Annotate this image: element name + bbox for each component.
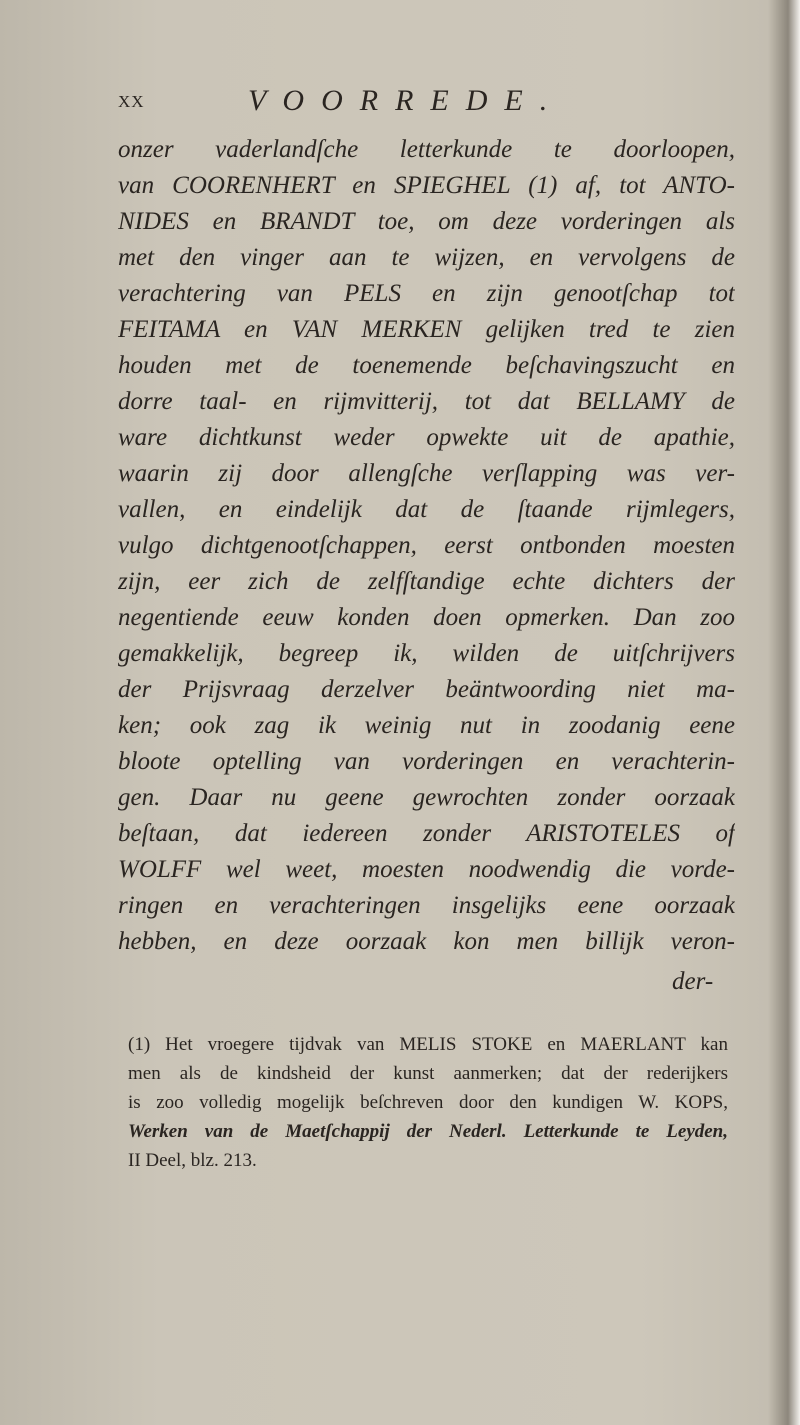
text-line: vallen, en eindelijk dat de ſtaande rijmlegers, bbox=[118, 496, 735, 523]
text-line: vulgo dichtgenootſchappen, eerst ontbonden moesten bbox=[118, 532, 735, 559]
footnote-line: II Deel, blz. 213. bbox=[128, 1150, 257, 1171]
text-line: van COORENHERT en SPIEGHEL (1) af, tot ANTO- bbox=[118, 172, 735, 199]
footnote-line: Werken van de Maetſchappij der Nederl. Letterkunde te Leyden, bbox=[128, 1121, 728, 1142]
text-line: houden met de toenemende beſchavingszucht en bbox=[118, 352, 735, 379]
text-line: dorre taal- en rijmvitterij, tot dat BELLAMY de bbox=[118, 388, 735, 415]
text-line: verachtering van PELS en zijn genootſchap tot bbox=[118, 280, 735, 307]
text-line: ringen en verachteringen insgelijks eene oorzaak bbox=[118, 892, 735, 919]
page-header bbox=[118, 84, 678, 124]
text-line: hebben, en deze oorzaak kon men billijk veron- bbox=[118, 928, 735, 955]
catchword: der- bbox=[672, 968, 714, 995]
page-number: XX bbox=[118, 92, 145, 111]
text-line: ware dichtkunst weder opwekte uit de apathie, bbox=[118, 424, 735, 451]
text-line: gen. Daar nu geene gewrochten zonder oorzaak bbox=[118, 784, 735, 811]
text-line: ken; ook zag ik weinig nut in zoodanig eene bbox=[118, 712, 735, 739]
footnote-line: (1) Het vroegere tijdvak van MELIS STOKE en MAERLANT kan bbox=[128, 1034, 728, 1055]
text-line: der Prijsvraag derzelver beäntwoording niet ma- bbox=[118, 676, 735, 703]
text-line: NIDES en BRANDT toe, om deze vorderingen als bbox=[118, 208, 735, 235]
text-line: zijn, eer zich de zelfſtandige echte dichters der bbox=[118, 568, 735, 595]
text-line: bloote optelling van vorderingen en verachterin- bbox=[118, 748, 735, 775]
text-line: onzer vaderlandſche letterkunde te doorloopen, bbox=[118, 136, 735, 163]
text-line: gemakkelijk, begreep ik, wilden de uitſchrijvers bbox=[118, 640, 735, 667]
footnote-line: men als de kindsheid der kunst aanmerken; dat der rederijkers bbox=[128, 1063, 728, 1084]
page-title: VOORREDE. bbox=[248, 84, 565, 117]
body-text bbox=[118, 132, 735, 960]
text-line: beſtaan, dat iedereen zonder ARISTOTELES of bbox=[118, 820, 735, 847]
footnotes bbox=[128, 1030, 728, 1175]
text-line: WOLFF wel weet, moesten noodwendig die vorde- bbox=[118, 856, 735, 883]
text-line: waarin zij door allengſche verſlapping was ver- bbox=[118, 460, 735, 487]
text-line: FEITAMA en VAN MERKEN gelijken tred te zien bbox=[118, 316, 735, 343]
footnote-line: is zoo volledig mogelijk beſchreven door den kundigen W. KOPS, bbox=[128, 1092, 728, 1113]
text-line: negentiende eeuw konden doen opmerken. Dan zoo bbox=[118, 604, 735, 631]
text-line: met den vinger aan te wijzen, en vervolgens de bbox=[118, 244, 735, 271]
